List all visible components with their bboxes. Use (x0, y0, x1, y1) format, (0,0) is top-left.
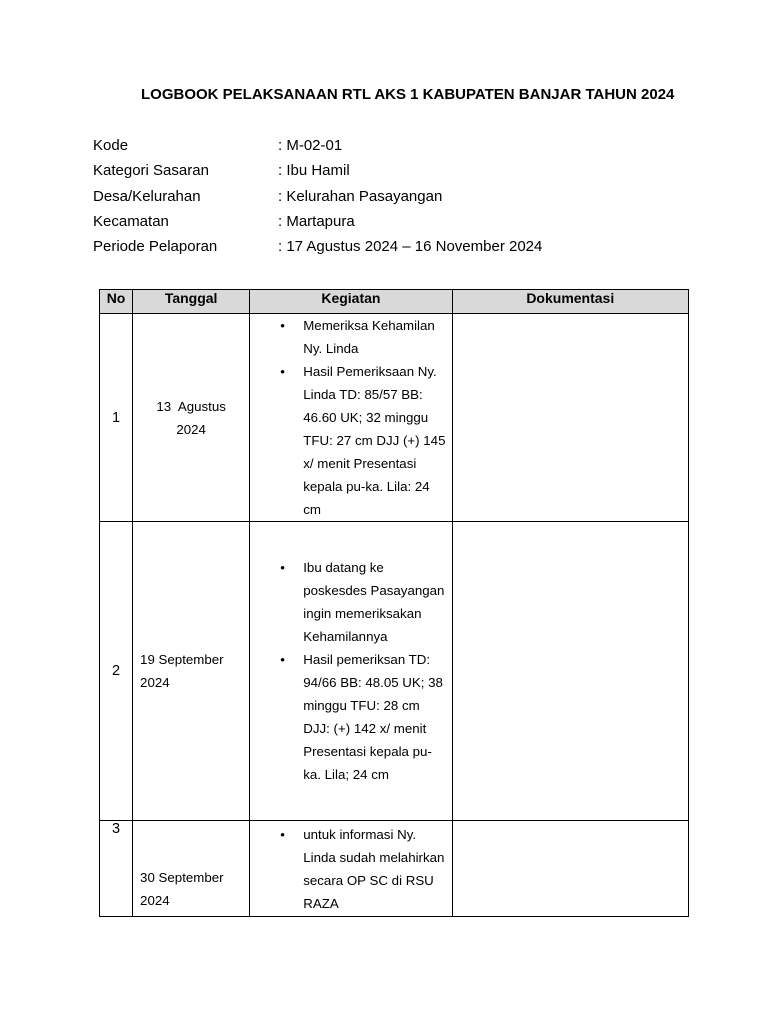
tanggal-line: 2024 (140, 893, 170, 908)
cell-tanggal (133, 821, 250, 917)
kegiatan-text: Hasil pemeriksan TD: 94/66 BB: 48.05 UK; 38 minggu TFU: 28 cm DJJ: (+) 142 x/ menit Presentasi kepala pu-ka. Lila; 24 cm (303, 652, 443, 782)
list-item (250, 648, 451, 786)
tanggal-line: 2024 (176, 421, 206, 437)
bullet-icon: • (280, 826, 285, 842)
cell-kegiatan (250, 522, 452, 821)
document-title-text: LOGBOOK PELAKSANAAN RTL AKS 1 KABUPATEN BANJAR TAHUN 2024 (141, 86, 675, 103)
info-label: Kode (93, 137, 129, 154)
tanggal-line: 19 September (140, 652, 224, 667)
info-label: Periode Pelaporan (93, 238, 218, 256)
table-row (100, 314, 689, 522)
kegiatan-list (250, 314, 451, 521)
info-value: : M-02-01 (278, 137, 343, 154)
info-value: : Kelurahan Pasayangan (278, 187, 443, 205)
header-kegiatan: Kegiatan (250, 290, 452, 314)
kegiatan-text: Ibu datang ke poskesdes Pasayangan ingin memeriksakan Kehamilannya (303, 560, 445, 644)
cell-no: 1 (100, 314, 133, 522)
tanggal-line: 30 September (140, 870, 224, 885)
cell-dokumentasi (452, 522, 688, 821)
table-header-row (100, 290, 689, 314)
info-value: : Martapura (278, 212, 355, 230)
kegiatan-list (250, 823, 451, 915)
cell-kegiatan (250, 821, 452, 917)
cell-no: 3 (100, 821, 133, 917)
cell-dokumentasi (452, 821, 688, 917)
cell-tanggal (133, 314, 250, 522)
kegiatan-text: untuk informasi Ny. Linda sudah melahirkan secara OP SC di RSU RAZA (303, 826, 445, 911)
logbook-table (99, 289, 689, 917)
info-value: : 17 Agustus 2024 – 16 November 2024 (278, 238, 543, 256)
cell-no: 2 (100, 522, 133, 821)
tanggal-line: 2024 (140, 675, 170, 690)
kegiatan-list (250, 556, 451, 786)
list-item (250, 314, 451, 360)
info-label: Kecamatan (93, 212, 169, 230)
bullet-icon: • (280, 560, 285, 575)
list-item (250, 360, 451, 521)
cell-tanggal (133, 522, 250, 821)
tanggal-line: 13 Agustus (156, 398, 226, 414)
kegiatan-text: Memeriksa Kehamilan Ny. Linda (303, 318, 435, 356)
info-label: Desa/Kelurahan (93, 187, 201, 205)
bullet-icon: • (280, 318, 285, 333)
cell-dokumentasi (452, 314, 688, 522)
list-item (250, 556, 451, 648)
list-item (250, 823, 451, 915)
header-dokumentasi: Dokumentasi (452, 290, 688, 314)
bullet-icon: • (280, 652, 285, 667)
info-label: Kategori Sasaran (93, 162, 209, 180)
table-row (100, 522, 689, 821)
header-no: No (100, 290, 133, 314)
cell-kegiatan (250, 314, 452, 522)
bullet-icon: • (280, 364, 285, 379)
kegiatan-text: Hasil Pemeriksaan Ny. Linda TD: 85/57 BB: 46.60 UK; 32 minggu TFU: 27 cm DJJ (+) 145 x/ menit Presentasi kepala pu-ka. Lila: 24 cm (303, 364, 446, 517)
header-tanggal: Tanggal (133, 290, 250, 314)
table-row (100, 821, 689, 917)
info-value: : Ibu Hamil (278, 162, 350, 180)
